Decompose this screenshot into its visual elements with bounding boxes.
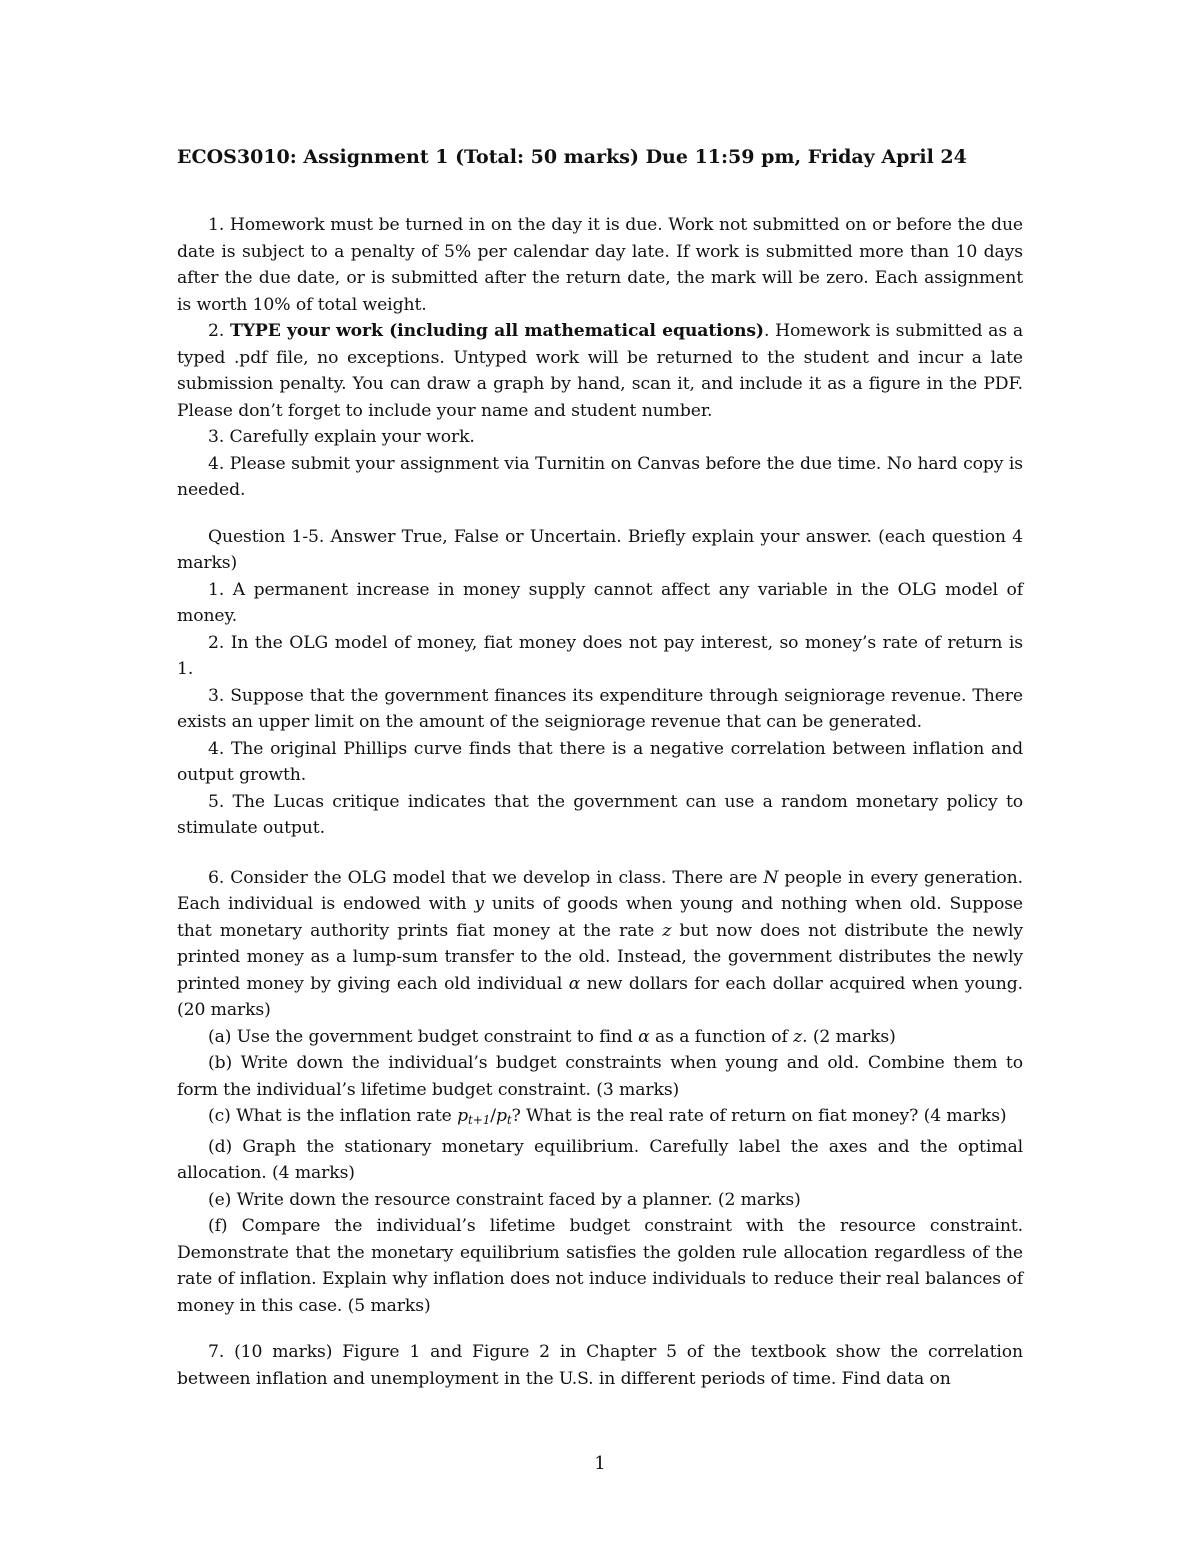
tfu-question-1: 1. A permanent increase in money supply cannot affect any variable in the OLG model of money. <box>177 579 1023 626</box>
document-body <box>177 212 1023 1392</box>
question-6a-text-1: (a) Use the government budget constraint to find <box>208 1026 639 1047</box>
math-z: z <box>793 1026 803 1047</box>
question-6-text-1: 6. Consider the OLG model that we develop in class. There are <box>208 867 764 888</box>
math-alpha: α <box>568 973 581 994</box>
instruction-3: 3. Carefully explain your work. <box>208 427 475 447</box>
instruction-2-emphasis: TYPE your work (including all mathematical equations) <box>230 321 764 341</box>
question-6c-text-1: (c) What is the inflation rate <box>208 1106 458 1126</box>
math-N: N <box>763 867 779 888</box>
question-6f: (f) Compare the individual’s lifetime budget constraint with the resource constraint. Demonstrate that the monetary equilibrium satisfies the golden rule allocation regardless of the rate of inflation. Explain why inflation does not induce individuals to reduce their real balances of money in this case. (5 marks) <box>177 1216 1023 1316</box>
question-6a-text-3: . (2 marks) <box>802 1026 896 1047</box>
question-6c-text-2: ? What is the real rate of return on fiat money? (4 marks) <box>511 1106 1007 1126</box>
math-alpha: α <box>638 1026 650 1047</box>
math-subscript-t-plus-1: t+1 <box>468 1113 491 1127</box>
tfu-question-2: 2. In the OLG model of money, fiat money does not pay interest, so money’s rate of return is 1. <box>177 632 1023 679</box>
question-6a <box>177 1024 1023 1051</box>
question-6b: (b) Write down the individual’s budget constraints when young and old. Combine them to form the individual’s lifetime budget constraint. (3 marks) <box>177 1053 1023 1100</box>
question-6a-text-2: as a function of <box>649 1026 794 1047</box>
math-y: y <box>474 894 484 914</box>
instruction-2-text: . Homework is submitted as a typed .pdf file, no exceptions. Untyped work will be returned to the student and incur a late submission penalty. You can draw a graph by hand, scan it, and include it as a figure in the PDF. Please don’t forget to include your name and student number. <box>177 321 1023 421</box>
instruction-4: 4. Please submit your assignment via Turnitin on Canvas before the due time. No hard copy is needed. <box>177 453 1023 500</box>
math-subscript-t: t <box>506 1113 512 1127</box>
instruction-2-number: 2. <box>208 321 231 341</box>
page-number: 1 <box>594 1453 606 1474</box>
question-6c <box>177 1103 1023 1134</box>
question-6-text-2: people in every generation. Each individual is endowed with <box>177 867 1023 914</box>
question-6-text-4: but now does not distribute the newly printed money as a lump-sum transfer to the old. Instead, the government distributes the newly printed money by giving each old individual <box>177 920 1023 994</box>
tfu-question-3: 3. Suppose that the government finances its expenditure through seigniorage revenue. There exists an upper limit on the amount of the seigniorage revenue that can be generated. <box>177 685 1023 732</box>
question-6-text-3: units of goods when young and nothing when old. Suppose that monetary authority prints fiat money at the rate <box>177 894 1023 941</box>
math-z: z <box>662 920 672 941</box>
question-6-text-5: new dollars for each dollar acquired when young. (20 marks) <box>177 973 1023 1020</box>
question-6e: (e) Write down the resource constraint faced by a planner. (2 marks) <box>208 1189 801 1210</box>
tfu-question-4: 4. The original Phillips curve finds that there is a negative correlation between inflation and output growth. <box>177 738 1023 785</box>
instruction-2 <box>177 318 1023 424</box>
tfu-question-5: 5. The Lucas critique indicates that the government can use a random monetary policy to stimulate output. <box>177 791 1023 838</box>
instruction-1: 1. Homework must be turned in on the day it is due. Work not submitted on or before the due date is subject to a penalty of 5% per calendar day late. If work is submitted more than 10 days after the due date, or is submitted after the return date, the mark will be zero. Each assignment is worth 10% of total weight. <box>177 215 1023 315</box>
tfu-intro: Question 1-5. Answer True, False or Uncertain. Briefly explain your answer. (each question 4 marks) <box>177 526 1023 573</box>
question-7: 7. (10 marks) Figure 1 and Figure 2 in Chapter 5 of the textbook show the correlation between inflation and unemployment in the U.S. in different periods of time. Find data on <box>177 1342 1023 1389</box>
question-6-stem <box>177 865 1023 1024</box>
math-p: p <box>495 1106 507 1126</box>
assignment-title: ECOS3010: Assignment 1 (Total: 50 marks) Due 11:59 pm, Friday April 24 <box>177 146 967 168</box>
question-6d: (d) Graph the stationary monetary equilibrium. Carefully label the axes and the optimal allocation. (4 marks) <box>177 1136 1023 1183</box>
math-p: p <box>457 1106 469 1126</box>
math-slash: / <box>490 1106 496 1126</box>
